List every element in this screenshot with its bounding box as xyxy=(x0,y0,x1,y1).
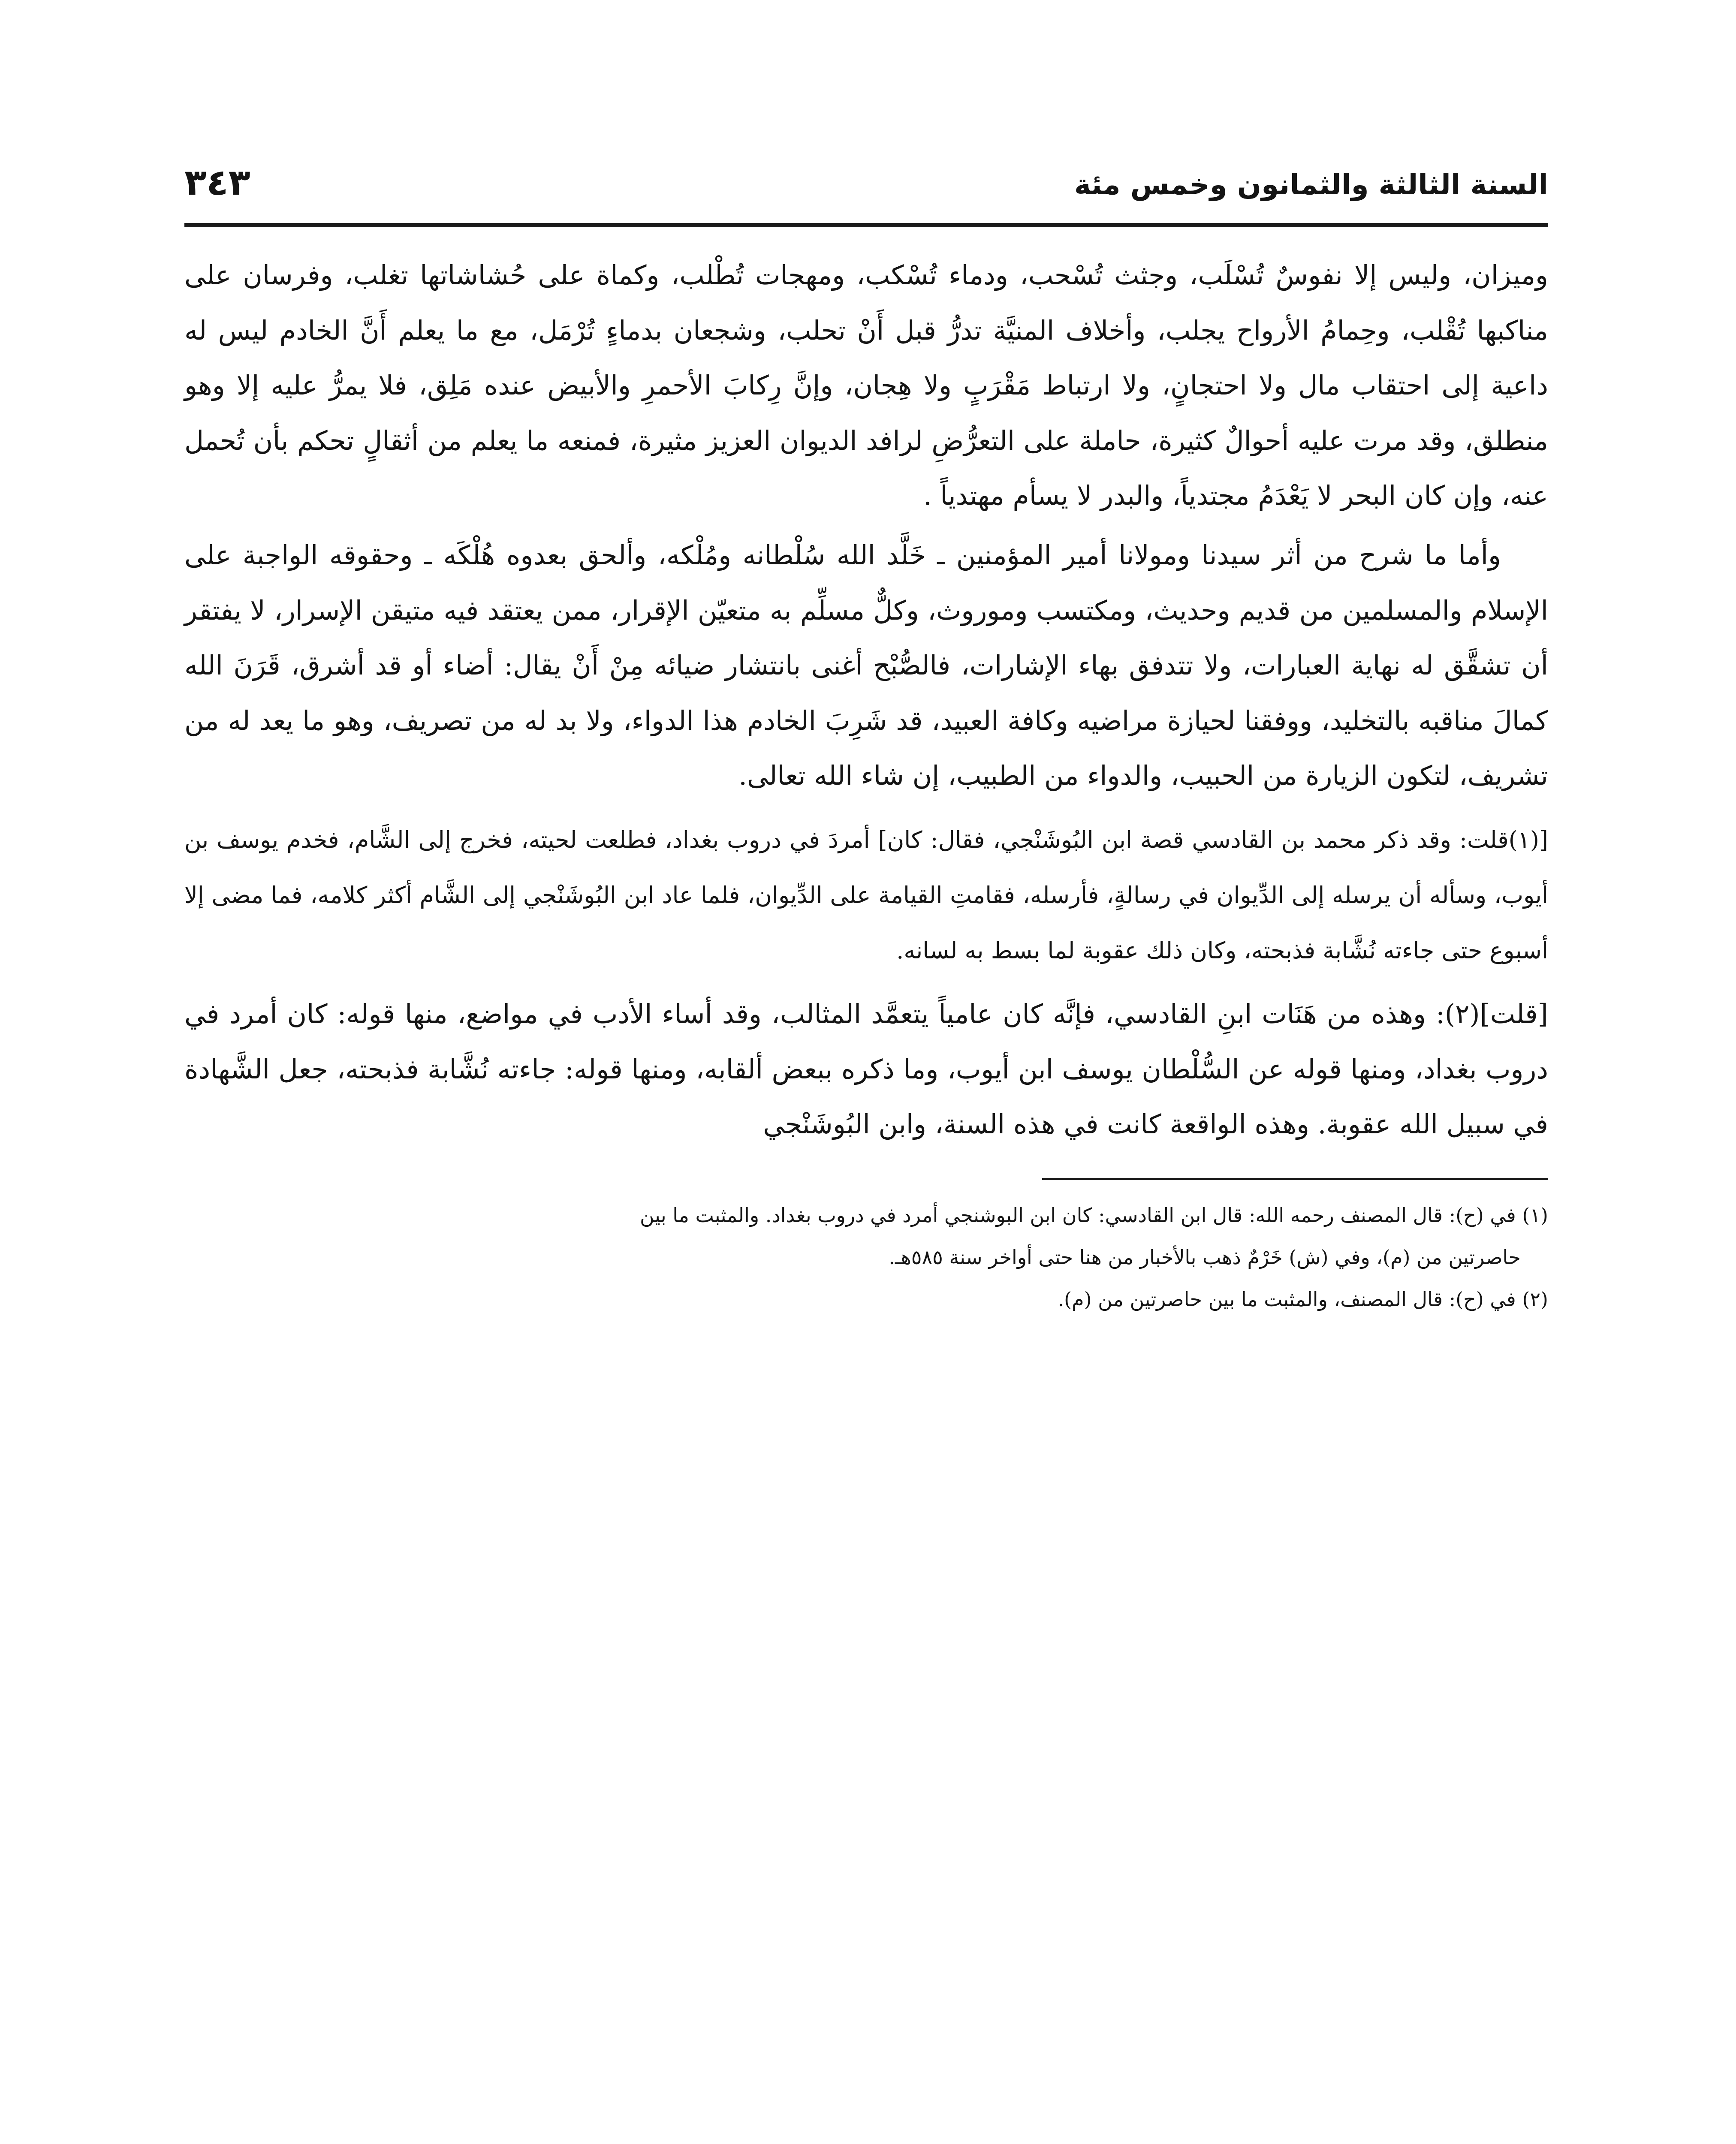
footnote-separator xyxy=(1042,1178,1548,1180)
paragraph-author-comment: [قلت](٢): وهذه من هَنَات ابنِ القادسي، فإنَّه كان عامياً يتعمَّد المثالب، وقد أساء الأدب في مواضع، منها قوله: كان أمرد في دروب بغداد، ومنها قوله عن السُّلْطان يوسف ابن أيوب، وما ذكره ببعض ألقابه، ومنها قوله: جاءته نُشَّابة فذبحته، جعل الشَّهادة في سبيل الله عقوبة. وهذه الواقعة كانت في هذه السنة، وابن البُوشَنْجي xyxy=(184,998,1548,1140)
paragraph-qadisi-account: [(١)قلت: وقد ذكر محمد بن القادسي قصة ابن البُوشَنْجي، فقال: كان] أمردَ في دروب بغداد، فطلعت لحيته، فخرج إلى الشَّام، فخدم يوسف بن أيوب، وسأله أن يرسله إلى الدِّيوان في رسالةٍ، فأرسله، فقامتِ القيامة على الدِّيوان، فلما عاد ابن البُوشَنْجي إلى الشَّام أكثر كلامه، فما مضى إلا أسبوع حتى جاءته نُشَّابة فذبحته، وكان ذلك عقوبة لما بسط به لسانه. xyxy=(184,826,1548,964)
footnotes xyxy=(184,1195,1548,1319)
page-number: ٣٤٣ xyxy=(184,161,250,203)
paragraph-caliph-praise: وأما ما شرح من أثر سيدنا ومولانا أمير المؤمنين ـ خَلَّد الله سُلْطانه ومُلْكه، وألحق بعدوه هُلْكَه ـ وحقوقه الواجبة على الإسلام والمسلمين من قديم وحديث، ومكتسب وموروث، وكلٌّ مسلِّم به متعيّن الإقرار، ممن يعتقد فيه متيقن الإسرار، لا يفتقر أن تشقَّق له نهاية العبارات، ولا تتدفق بهاء الإشارات، فالصُّبْح أغنى بانتشار ضيائه مِنْ أَنْ يقال: أضاء أو قد أشرق، قَرَنَ الله كمالَ مناقبه بالتخليد، ووفقنا لحيازة مراضيه وكافة العبيد، قد شَرِبَ الخادم هذا الدواء، ولا بد له من تصريف، وهو ما يعد له من تشريف، لتكون الزيارة من الحبيب، والدواء من الطبيب، إن شاء الله تعالى. xyxy=(184,539,1548,792)
footnote-1-continuation: حاصرتين من (م)، وفي (ش) خَرْمٌ ذهب بالأخبار من هنا حتى أواخر سنة ٥٨٥هـ. xyxy=(889,1245,1521,1269)
footnote-2: (٢) في (ح): قال المصنف، والمثبت ما بين حاصرتين من (م). xyxy=(1058,1287,1548,1311)
running-title: السنة الثالثة والثمانون وخمس مئة xyxy=(1074,168,1548,201)
footnote-1: (١) في (ح): قال المصنف رحمه الله: قال ابن القادسي: كان ابن البوشنجي أمرد في دروب بغداد. والمثبت ما بين xyxy=(639,1203,1548,1227)
paragraph-letter-continuation: وميزان، وليس إلا نفوسٌ تُسْلَب، وجثث تُسْحب، ودماء تُسْكب، ومهجات تُطْلب، وكماة على حُشاشاتها تغلب، وفرسان على مناكبها تُقْلب، وحِمامُ الأرواح يجلب، وأخلاف المنيَّة تدرُّ قبل أَنْ تحلب، وشجعان بدماءٍ تُرْمَل، مع ما يعلم أَنَّ الخادم ليس له داعية إلى احتقاب مال ولا احتجانٍ، ولا ارتباط مَقْرَبٍ ولا هِجان، وإنَّ رِكابَ الأحمرِ والأبيض عنده مَلِق، فلا يمرُّ عليه إلا وهو منطلق، وقد مرت عليه أحوالٌ كثيرة، حاملة على التعرُّضِ لرافد الديوان العزيز مثيرة، فمنعه ما يعلم من أثقالٍ تحكم بأن تُحمل عنه، وإن كان البحر لا يَعْدَمُ مجتدياً، والبدر لا يسأم مهتدياً . xyxy=(184,259,1548,512)
main-text xyxy=(184,248,1548,1152)
page-header xyxy=(184,159,1548,227)
book-page xyxy=(184,159,1548,2144)
